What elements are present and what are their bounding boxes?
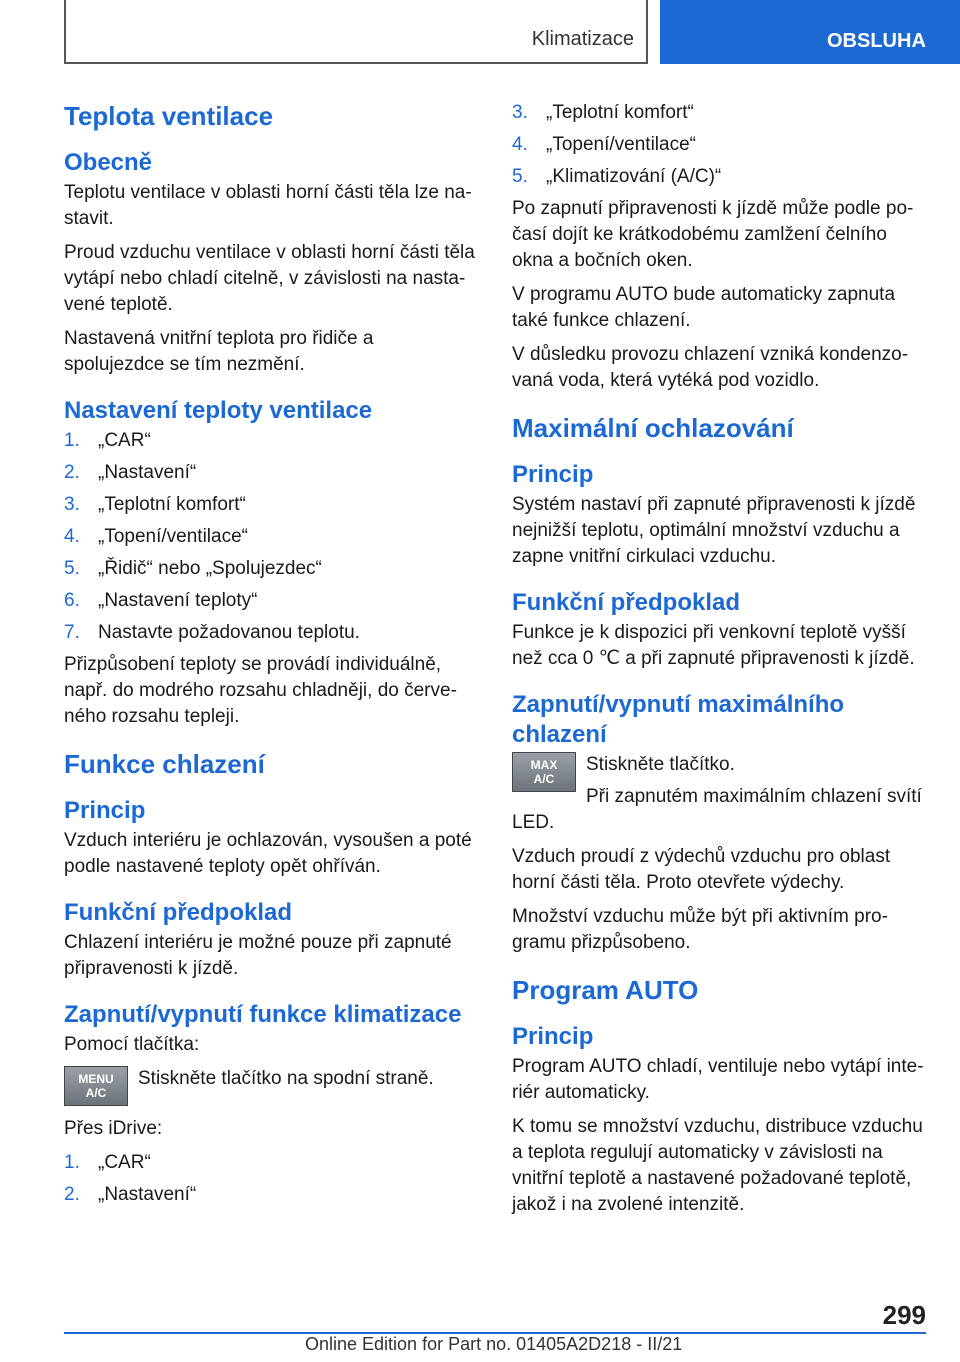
- heading-max-cooling: Maximální ochlazování: [512, 413, 794, 443]
- menu-ac-button-icon: MENU A/C: [64, 1066, 128, 1106]
- step-number: 7.: [64, 622, 80, 643]
- step-text: „Teplotní komfort“: [98, 494, 246, 515]
- step-number: 3.: [512, 102, 528, 123]
- heading-prerequisite: Funkční předpoklad: [64, 899, 293, 926]
- paragraph: Chlazení interiéru je možné pouze při zapnuté připravenosti k jízdě.: [64, 932, 452, 979]
- header-section-tab: OBSLUHA: [660, 0, 960, 64]
- paragraph: Proud vzduchu ventilace v oblasti horní části těla vytápí nebo chladí citelně, v závislosti na nastavené teplotě.: [64, 242, 475, 315]
- edition-text: Online Edition for Part no. 01405A2D218 - II/21: [305, 1334, 683, 1354]
- paragraph: Program AUTO chladí, ventiluje nebo vytápí interiér automaticky.: [512, 1056, 924, 1103]
- header-topic: Klimatizace: [531, 28, 634, 50]
- heading-ventilation-temperature: Teplota ventilace: [64, 101, 274, 131]
- heading-general: Obecně: [64, 149, 153, 176]
- heading-principle: Princip: [64, 797, 146, 824]
- step-number: 5.: [64, 558, 80, 579]
- paragraph: V důsledku provozu chlazení vzniká kondenzovaná voda, která vytéká pod vozidlo.: [512, 344, 909, 391]
- heading-principle: Princip: [512, 461, 594, 488]
- step-number: 3.: [64, 494, 80, 515]
- paragraph: Vzduch proudí z výdechů vzduchu pro oblast horní části těla. Proto otevřete výdechy.: [512, 846, 891, 893]
- step-number: 4.: [64, 526, 80, 547]
- paragraph: Teplotu ventilace v oblasti horní části těla lze nastavit.: [64, 182, 472, 229]
- heading-max-cooling-on-off: Zapnutí/vypnutí maximálního chlazení: [512, 691, 845, 748]
- paragraph: Vzduch interiéru je ochlazován, vysoušen a poté podle nastavené teploty opět ohříván.: [64, 830, 472, 877]
- paragraph: Po zapnutí připravenosti k jízdě může podle počasí dojít ke krátkodobému zamlžení čelního okna a bočních oken.: [512, 198, 914, 271]
- heading-prerequisite: Funkční předpoklad: [512, 589, 741, 616]
- steps-list: [64, 1150, 478, 1208]
- step-text: Nastavte požadovanou teplotu.: [98, 622, 360, 643]
- list-item: [512, 100, 926, 126]
- step-text: „CAR“: [98, 430, 151, 451]
- paragraph: Systém nastaví při zapnuté připravenosti k jízdě nejnižší teplotu, optimální množství vzduchu a zapne vnitřní cirkulaci vzduchu.: [512, 494, 916, 567]
- paragraph: Nastavená vnitřní teplota pro řidiče a spolujezdce se tím nezmění.: [64, 328, 374, 375]
- list-item: [64, 460, 478, 486]
- step-text: „Klimatizování (A/C)“: [546, 166, 722, 187]
- step-number: 4.: [512, 134, 528, 155]
- step-text: „Teplotní komfort“: [546, 102, 694, 123]
- heading-setting-ventilation-temperature: Nastavení teploty ventilace: [64, 397, 373, 424]
- list-item: [64, 1182, 478, 1208]
- paragraph: Pomocí tlačítka:: [64, 1034, 200, 1055]
- list-item: [64, 492, 478, 518]
- paragraph: Stiskněte tlačítko.: [586, 754, 735, 775]
- step-number: 1.: [64, 430, 80, 451]
- step-text: „Nastavení teploty“: [98, 590, 258, 611]
- heading-ac-on-off: Zapnutí/vypnutí funkce klimatizace: [64, 1001, 462, 1028]
- footer-edition: [305, 1334, 682, 1355]
- step-text: „Řidič“ nebo „Spolujezdec“: [98, 558, 322, 579]
- list-item: [64, 524, 478, 550]
- paragraph: Při zapnutém maximálním chlazení svítí LED.: [512, 786, 922, 833]
- list-item: [512, 164, 926, 190]
- list-item: [64, 620, 478, 646]
- step-text: „Topení/ventilace“: [98, 526, 248, 547]
- page-number: 299: [882, 1300, 926, 1330]
- button-instruction: [512, 752, 926, 836]
- heading-cooling-function: Funkce chlazení: [64, 749, 265, 779]
- left-column: [64, 100, 478, 1214]
- list-item: [64, 588, 478, 614]
- step-number: 2.: [64, 1184, 80, 1205]
- step-text: „CAR“: [98, 1152, 151, 1173]
- paragraph: V programu AUTO bude automaticky zapnuta také funkce chlazení.: [512, 284, 896, 331]
- paragraph: Přes iDrive:: [64, 1118, 163, 1139]
- max-ac-button-icon: MAX A/C: [512, 752, 576, 792]
- list-item: [64, 1150, 478, 1176]
- paragraph: Stiskněte tlačítko na spodní straně.: [138, 1068, 434, 1089]
- step-number: 5.: [512, 166, 528, 187]
- heading-auto-program: Program AUTO: [512, 975, 699, 1005]
- button-instruction: [64, 1066, 478, 1108]
- header-frame: [64, 0, 648, 64]
- right-column: [512, 100, 926, 1226]
- steps-list: [512, 100, 926, 190]
- paragraph: K tomu se množství vzduchu, distribuce vzduchu a teplota regulují automaticky v závislosti na vnitřní teplotě a nastavené požadované teplotě, jakož i na zvolené intenzitě.: [512, 1116, 923, 1215]
- step-number: 6.: [64, 590, 80, 611]
- step-text: „Nastavení“: [98, 1184, 197, 1205]
- step-number: 1.: [64, 1152, 80, 1173]
- step-text: „Topení/ventilace“: [546, 134, 696, 155]
- paragraph: Funkce je k dispozici při venkovní teplotě vyšší než cca 0 ℃ a při zapnuté připravenosti k jízdě.: [512, 622, 915, 669]
- paragraph: Přizpůsobení teploty se provádí individuálně, např. do modrého rozsahu chladněji, do červeného rozsahu tepleji.: [64, 654, 457, 727]
- list-item: [512, 132, 926, 158]
- heading-principle: Princip: [512, 1023, 594, 1050]
- paragraph: Množství vzduchu může být při aktivním programu přizpůsobeno.: [512, 906, 888, 953]
- list-item: [64, 556, 478, 582]
- steps-list: [64, 428, 478, 646]
- step-text: „Nastavení“: [98, 462, 197, 483]
- step-number: 2.: [64, 462, 80, 483]
- list-item: [64, 428, 478, 454]
